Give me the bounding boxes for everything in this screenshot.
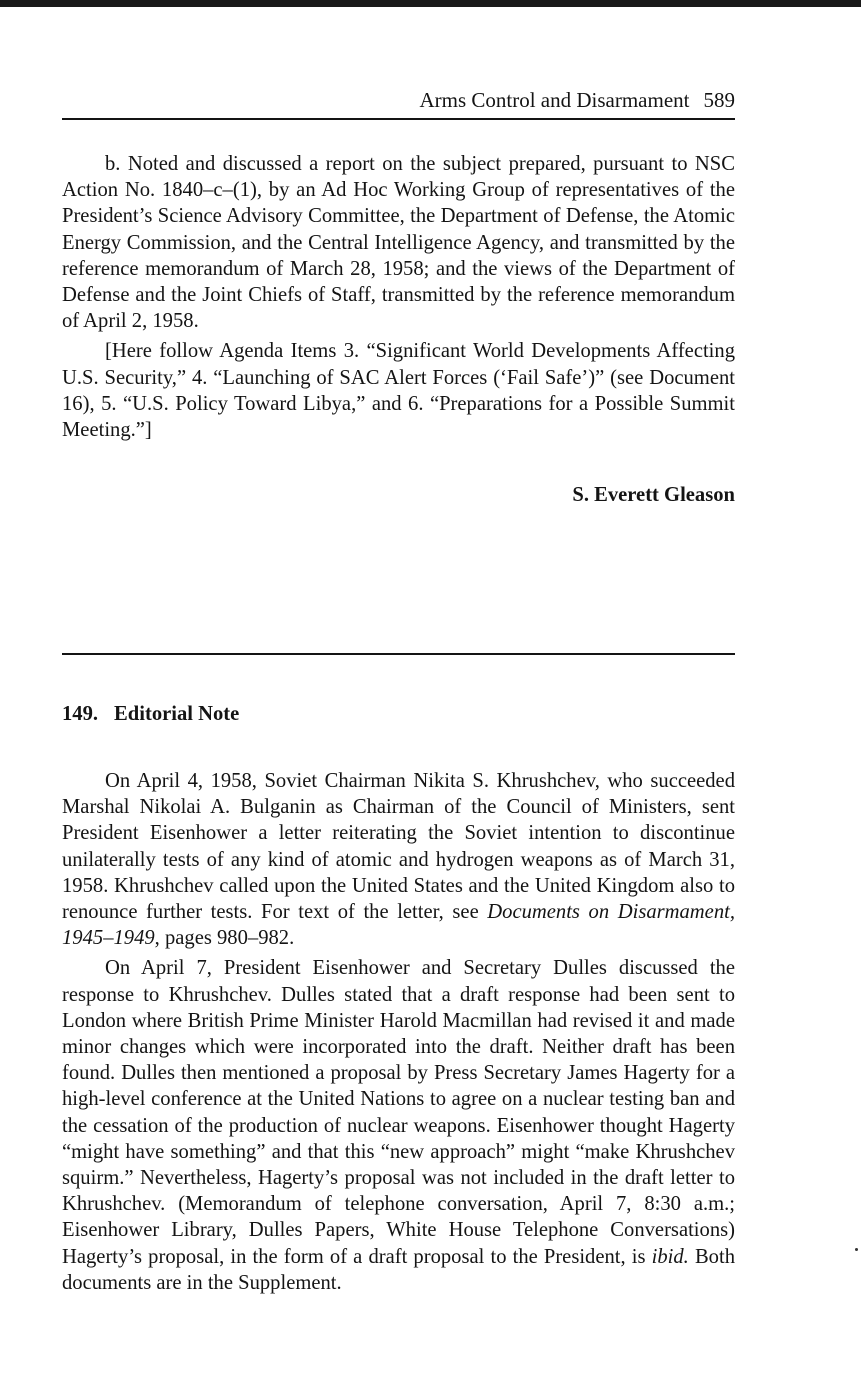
section-number: 149. bbox=[62, 703, 99, 725]
running-header bbox=[62, 86, 735, 116]
paragraph-agenda-items: [Here follow Agenda Items 3. “Significant World Developments Affecting U.S. Security,” 4. “Launching of SAC Alert Forces (‘Fail Safe’)” (see Document 16), 5. “U.S. Policy Toward Libya,” and 6. “Preparations for a Possible Summit Meeting.”] bbox=[62, 340, 735, 442]
page-number: 589 bbox=[703, 88, 735, 112]
section-continuation bbox=[62, 151, 735, 447]
paragraph-noted-and-discussed: b. Noted and discussed a report on the subject prepared, pursuant to NSC Action No. 1840–c–(1), by an Ad Hoc Working Group of representatives of the President’s Science Advisory Committee, the Department of Defense, the Atomic Energy Commission, and the Central Intelligence Agency, and transmitted by the reference memorandum of March 28, 1958; and the views of the Department of Defense and the Joint Chiefs of Staff, transmitted by the reference memorandum of April 2, 1958. bbox=[62, 153, 735, 333]
section-divider-rule bbox=[62, 653, 735, 655]
section-title: Editorial Note bbox=[114, 703, 240, 725]
section-heading bbox=[62, 701, 239, 727]
paragraph-april-7-text: On April 7, President Eisenhower and Secretary Dulles discussed the response to Khrushchev. Dulles stated that a draft response had been sent to London where British Prime Minister Harold Macmillan had revised it and made minor changes which were incorporated into the draft. Neither draft has been found. Dulles then mentioned a proposal by Press Secretary James Hagerty for a high-level conference at the United Nations to agree on a nuclear testing ban and the cessation of the production of nuclear weapons. Eisenhower thought Hagerty “might have something” and that this “new approach” might “make Khrushchev squirm.” Nevertheless, Hagerty’s proposal was not included in the draft letter to Khrushchev. (Memorandum of telephone conversation, April 7, 8:30 a.m.; Eisenhower Library, Dulles Papers, White House Telephone Conversations) Hagerty’s proposal, in the form of a draft proposal to the President, is bbox=[62, 957, 735, 1268]
scan-speck bbox=[855, 1248, 858, 1251]
running-title: Arms Control and Disarmament bbox=[419, 88, 690, 112]
publication-title: Documents on Disarmament, 1945–1949 bbox=[62, 901, 735, 950]
paragraph-april-4-end: , pages 980–982. bbox=[154, 927, 295, 950]
header-rule bbox=[62, 118, 735, 120]
editorial-note-body bbox=[62, 768, 735, 1300]
paragraph-april-7-end: Both documents are in the Supplement. bbox=[62, 1245, 735, 1294]
paragraph-april-4 bbox=[62, 768, 735, 951]
signature: S. Everett Gleason bbox=[572, 484, 735, 506]
paragraph-april-4-text: On April 4, 1958, Soviet Chairman Nikita S. Khrushchev, who succeeded Marshal Nikolai A. Bulganin as Chairman of the Council of Ministers, sent President Eisenhower a letter reiterating the Soviet intention to discontinue unilaterally tests of any kind of atomic and hydrogen weapons as of March 31, 1958. Khrushchev called upon the United States and the United Kingdom also to renounce further tests. For text of the letter, see bbox=[62, 770, 735, 924]
page-top-edge bbox=[0, 0, 861, 7]
ibid-reference: ibid. bbox=[651, 1245, 689, 1268]
paragraph-april-7 bbox=[62, 955, 735, 1296]
